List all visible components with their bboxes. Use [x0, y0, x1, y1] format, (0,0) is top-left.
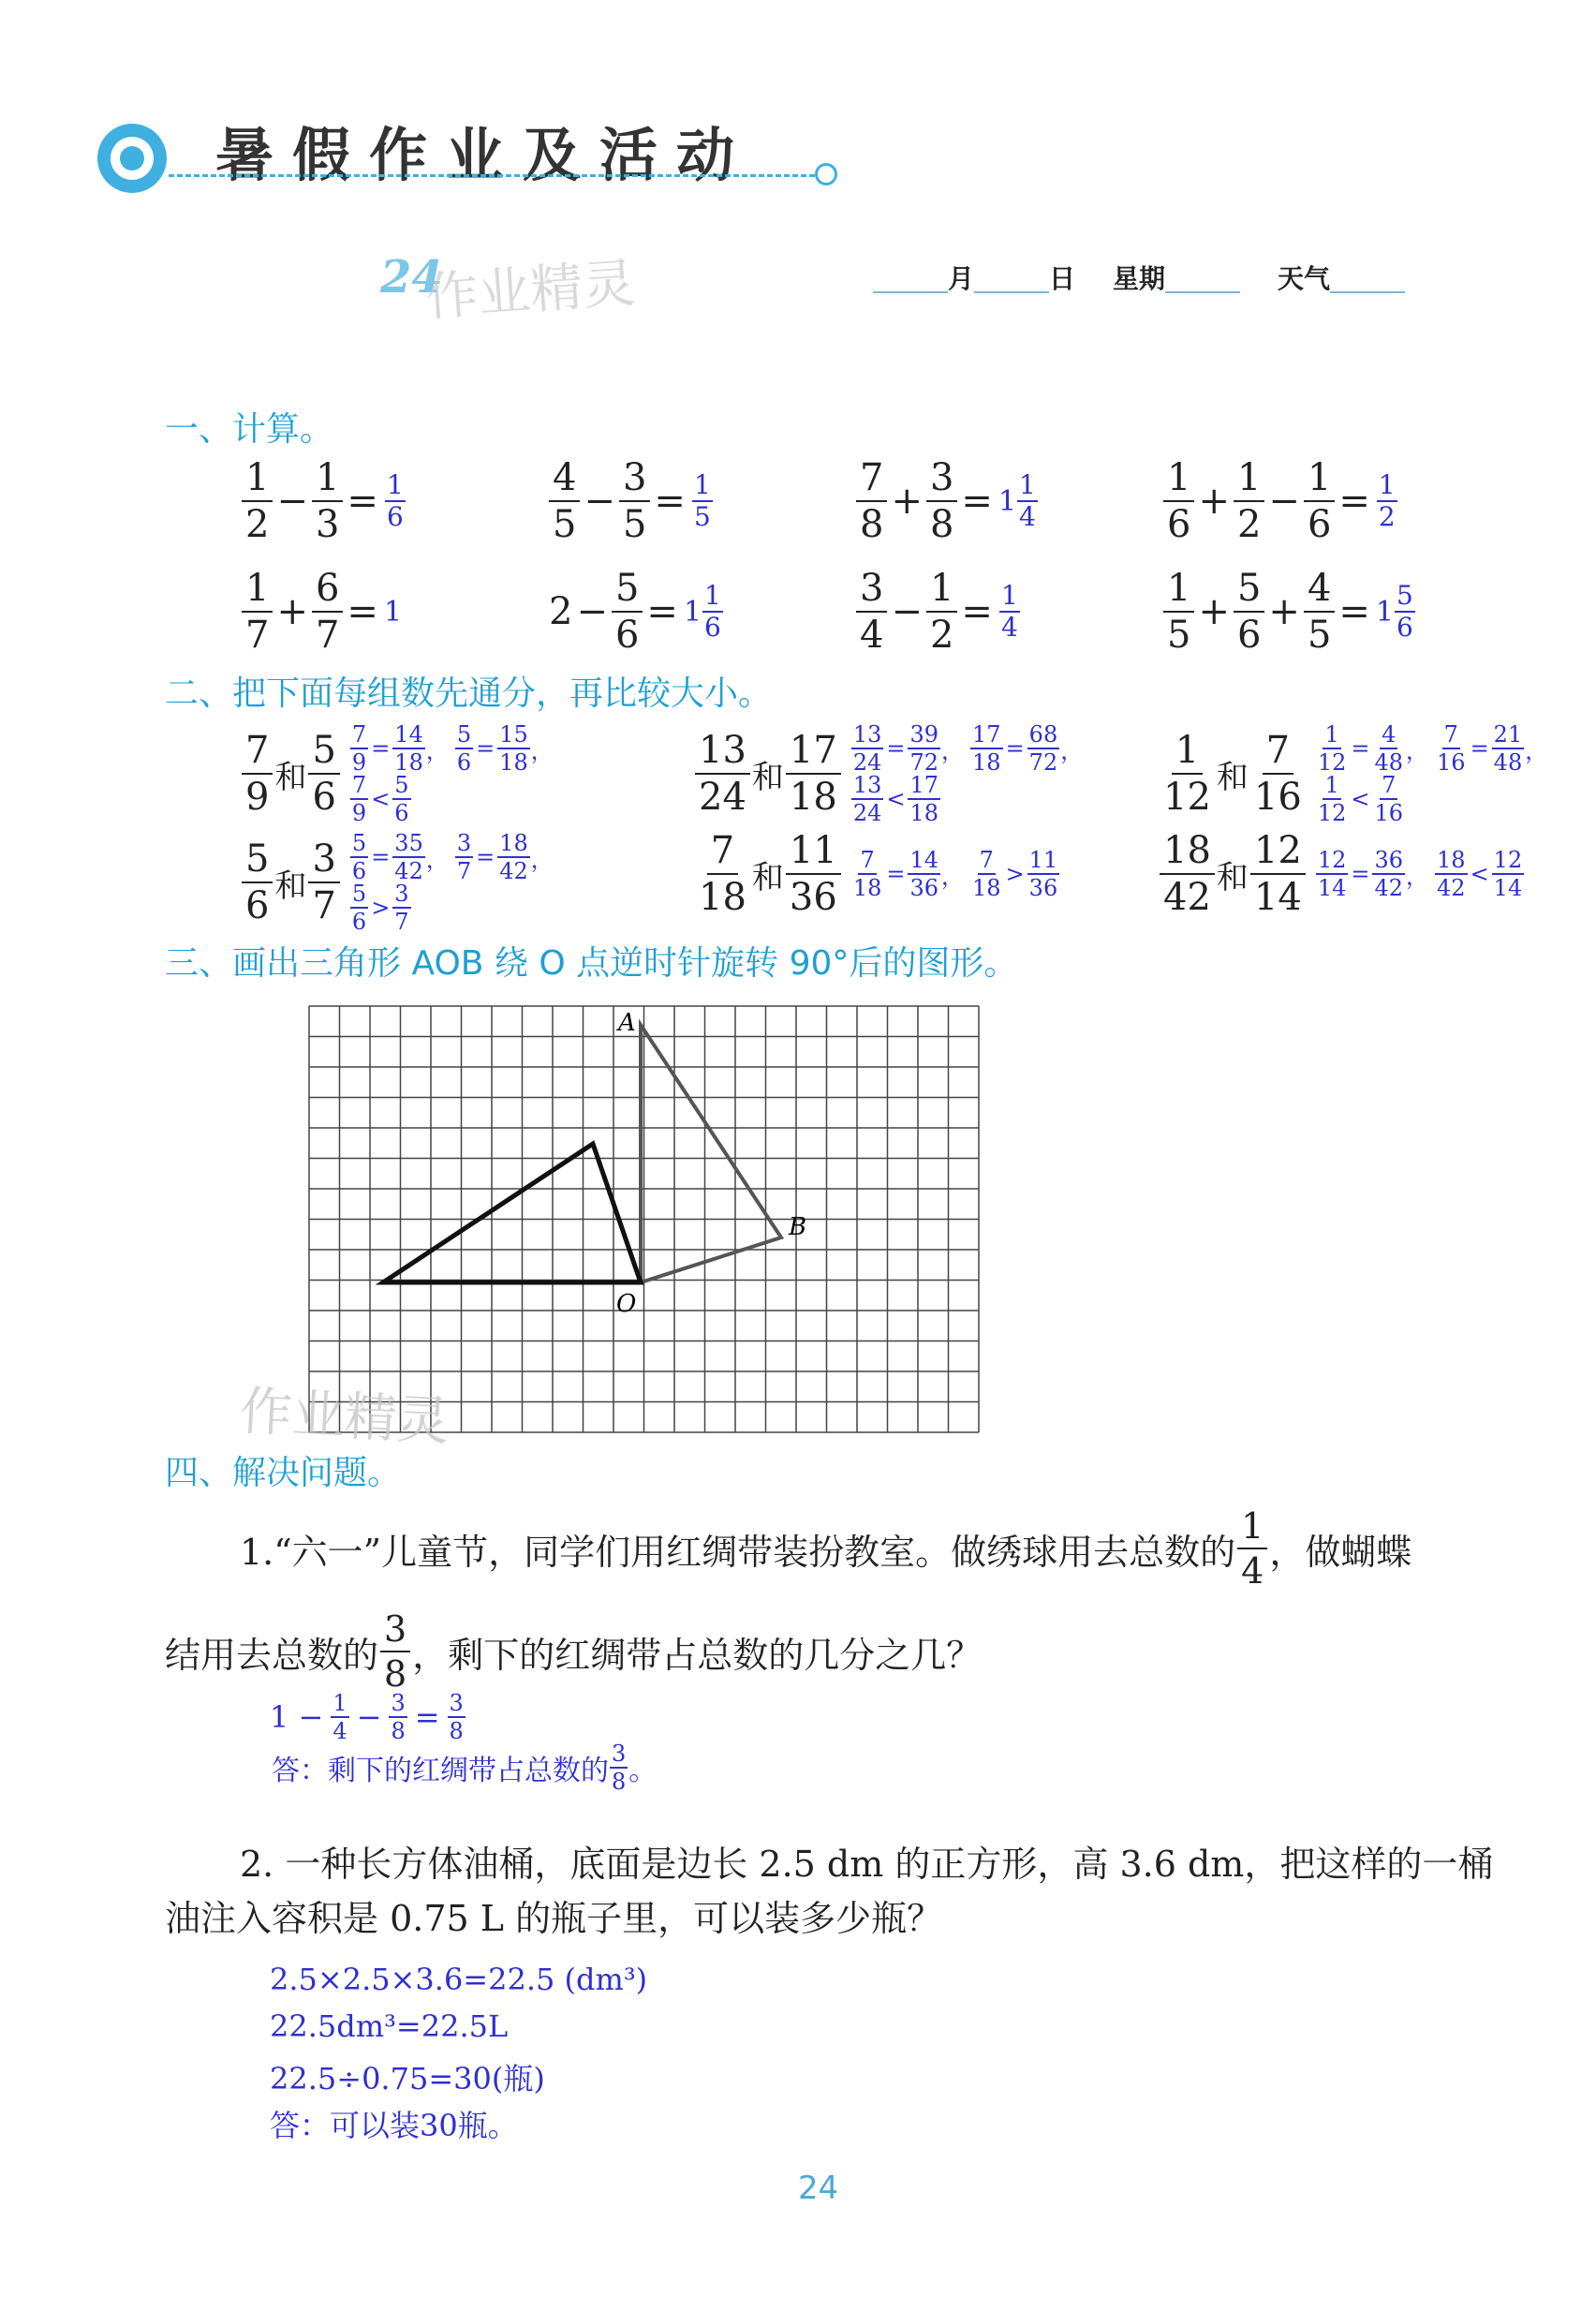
date-weather-label: 天气 [1278, 263, 1331, 294]
fraction: $\frac{4}{48}$ [1374, 721, 1404, 776]
math-symbol: = [1338, 480, 1370, 523]
he-word: 和 [274, 867, 307, 905]
math-symbol: = [371, 844, 391, 870]
math-symbol: = [371, 735, 391, 762]
calc-answer: 1 1 6 [683, 580, 721, 643]
fraction: 7 18 [972, 847, 1001, 901]
answer-fraction: 1 4 [1019, 469, 1036, 532]
fraction: $\frac{7}{8}$ [856, 459, 887, 543]
math-symbol: + [1198, 480, 1230, 523]
compare-group-4 [240, 832, 612, 933]
math-symbol: + [1268, 590, 1300, 633]
compare-group-2 [693, 723, 1113, 824]
q2-work-4: 答：可以装30瓶。 [270, 2108, 518, 2143]
q2-work-2: 22.5dm³=22.5L [270, 2008, 509, 2044]
he-word: 和 [1216, 858, 1249, 896]
answer-fraction: 1 2 [1378, 469, 1396, 532]
q2-line2: 油注入容积是 0.75 L 的瓶子里，可以装多少瓶？ [165, 1898, 943, 1939]
watermark-bottom: 作业精灵 [238, 1381, 451, 1453]
q1-work: 1 − $\frac{1}{4}$ − $\frac{3}{8}$ = $\frac{3}{8}$ [270, 1690, 464, 1744]
math-symbol: − [1268, 480, 1300, 523]
group-fraction-a: $\frac{13}{24}$ [695, 732, 750, 816]
he-word: 和 [751, 758, 784, 796]
watermark-top: 作业精灵 [423, 253, 638, 329]
header-line-end-circle [815, 163, 837, 185]
q1-answer: 答：剩下的红绸带占总数的 3 8 。 [272, 1741, 658, 1795]
section1-title: 一、计算。 [165, 410, 334, 449]
math-symbol: = [347, 590, 378, 633]
group-work: $\frac{7}{9}$ = $\frac{14}{18}$ ， $\frac{5}{6}$ = $\frac{15}{18}$ ， 7 9 < 5 6 [351, 721, 554, 826]
group-fraction-b: $\frac{3}{7}$ [308, 840, 339, 925]
triangle-rotated [383, 1144, 641, 1282]
math-symbol: > [1005, 861, 1025, 887]
math-symbol: = [476, 735, 495, 762]
q1-frac2: $\frac{3}{8}$ [380, 1611, 410, 1692]
answer-fraction: 1 6 [704, 580, 721, 643]
compare-group-6 [1158, 829, 1530, 919]
answer-fraction: 1 5 [693, 469, 711, 532]
fraction: $\frac{4}{5}$ [549, 459, 580, 543]
math-symbol: < [371, 786, 391, 812]
fraction: $\frac{1}{6}$ [1304, 459, 1335, 543]
group-work: $\frac{12}{14}$ = $\frac{36}{42}$ ， 18 42 < 12 14 [1317, 847, 1523, 901]
calc-problem-2 [547, 456, 714, 546]
calc-problem-8 [1161, 567, 1416, 657]
calc-answer [998, 580, 1021, 643]
math-symbol: − [891, 590, 923, 633]
math-symbol: = [886, 735, 906, 762]
fraction: $\frac{1}{7}$ [242, 570, 273, 654]
math-symbol: − [276, 480, 308, 523]
he-word: 和 [274, 758, 307, 796]
math-symbol: = [1338, 590, 1370, 633]
date-month-label: 月 [948, 263, 975, 294]
group-fraction-a: $\frac{18}{42}$ [1160, 832, 1215, 916]
fraction: $\frac{7}{18}$ [852, 847, 882, 901]
header-title: 暑假作业及活动 [215, 121, 754, 189]
section4-title: 四、解决问题。 [165, 1454, 402, 1492]
fraction: 12 14 [1493, 847, 1523, 901]
group-work: $\frac{7}{18}$ = $\frac{14}{36}$ ， 7 18 > 11 36 [852, 847, 1058, 901]
calc-problem-7 [854, 567, 1021, 657]
calc-answer: 1 5 6 [1375, 580, 1413, 643]
calc-answer: 1 1 4 [998, 469, 1036, 532]
math-symbol: = [654, 480, 686, 523]
answer-fraction: 1 6 [386, 469, 404, 532]
calc-answer [691, 469, 714, 532]
fraction: $\frac{1}{6}$ [1163, 459, 1194, 543]
q1-frac1: $\frac{1}{4}$ [1237, 1508, 1267, 1589]
math-symbol: = [1351, 735, 1370, 762]
calc-problem-3 [854, 456, 1039, 546]
q1-line2: 结用去总数的 $\frac{3}{8}$ ，剩下的红绸带占总数的几分之几？ [165, 1608, 983, 1695]
fraction: $\frac{14}{36}$ [909, 847, 939, 901]
rotation-grid [300, 997, 1358, 1437]
math-symbol: < [1351, 786, 1370, 812]
fraction: $\frac{5}{6}$ [612, 570, 643, 654]
fraction: $\frac{5}{6}$ [456, 721, 472, 776]
math-symbol: 2 [549, 590, 573, 633]
fraction: $\frac{1}{2}$ [242, 459, 273, 543]
fraction: 17 18 [909, 772, 939, 826]
calc-answer: 1 [383, 595, 403, 629]
fraction: 3 7 [394, 881, 409, 935]
fraction: $\frac{3}{8}$ [926, 459, 957, 543]
he-word: 和 [1216, 758, 1249, 796]
math-symbol: − [584, 480, 615, 523]
group-fraction-b: $\frac{7}{16}$ [1253, 729, 1302, 819]
fraction: $\frac{68}{72}$ [1028, 721, 1058, 776]
date-weekday-label: 星期 [1113, 263, 1166, 294]
group-fraction-b: $\frac{11}{36}$ [786, 832, 841, 916]
calc-answer [384, 469, 406, 532]
math-symbol: > [371, 895, 391, 921]
fraction: $\frac{6}{7}$ [312, 570, 343, 654]
math-symbol: + [891, 480, 923, 523]
fraction: $\frac{1}{2}$ [1234, 459, 1264, 543]
q1-line1: 1.“六一”儿童节，同学们用红绸带装扮教室。做绣球用去总数的 $\frac{1}{4}$ ，做蝴蝶 [240, 1505, 1412, 1592]
fraction: $\frac{3}{5}$ [619, 459, 650, 543]
math-symbol: = [886, 861, 906, 887]
group-fraction-a: $\frac{7}{9}$ [242, 732, 273, 816]
compare-group-3 [1158, 723, 1577, 824]
fraction: 7 9 [351, 772, 367, 826]
triangle-original [641, 1025, 781, 1282]
day-number: 24 [380, 251, 443, 304]
fraction: $\frac{1}{3}$ [312, 459, 343, 543]
math-symbol: = [476, 844, 495, 870]
date-line [873, 259, 1405, 296]
group-fraction-a: $\frac{5}{6}$ [242, 840, 273, 925]
q2-line1: 2. 一种长方体油桶，底面是边长 2.5 dm 的正方形，高 3.6 dm，把这样的一桶 [240, 1844, 1494, 1885]
date-day-label: 日 [1049, 263, 1076, 294]
fraction: $\frac{4}{5}$ [1304, 570, 1335, 654]
group-fraction-a: $\frac{1}{12}$ [1163, 729, 1211, 819]
fraction: $\frac{5}{6}$ [1234, 570, 1264, 654]
fraction: $\frac{39}{72}$ [909, 721, 939, 776]
section2-title: 二、把下面每组数先通分，再比较大小。 [165, 674, 773, 713]
calc-problem-1 [240, 456, 406, 546]
label-A: A [618, 1009, 636, 1037]
fraction: $\frac{15}{18}$ [499, 721, 528, 776]
math-symbol: + [1198, 590, 1230, 633]
fraction: $\frac{1}{12}$ [1317, 721, 1347, 776]
fraction: 5 6 [394, 772, 409, 826]
calc-problem-5 [240, 567, 403, 657]
label-O: O [616, 1290, 637, 1318]
fraction: $\frac{1}{5}$ [1163, 570, 1194, 654]
fraction: 13 24 [852, 772, 882, 826]
he-word: 和 [751, 858, 784, 896]
group-work: $\frac{13}{24}$ = $\frac{39}{72}$ ， $\frac{17}{18}$ = $\frac{68}{72}$ ， 13 24 < 17 18 [852, 721, 1084, 826]
fraction: 18 42 [1437, 847, 1466, 901]
page-number: 24 [798, 2170, 839, 2207]
fraction: 7 16 [1374, 772, 1404, 826]
fraction: $\frac{1}{2}$ [926, 570, 957, 654]
q2-work-3: 22.5÷0.75=30(瓶) [270, 2061, 545, 2096]
math-symbol: + [276, 590, 308, 633]
fraction: 11 36 [1028, 847, 1058, 901]
math-symbol: < [886, 786, 906, 812]
fraction: $\frac{3}{4}$ [856, 570, 887, 654]
fraction: $\frac{3}{7}$ [456, 830, 472, 884]
fraction: $\frac{17}{18}$ [972, 721, 1001, 776]
group-fraction-b: $\frac{17}{18}$ [786, 732, 841, 816]
math-symbol: = [646, 590, 678, 633]
q2-work-1: 2.5×2.5×3.6=22.5 (dm³) [270, 1962, 648, 1997]
calc-problem-4 [1161, 456, 1398, 546]
math-symbol: − [576, 590, 608, 633]
fraction: $\frac{7}{16}$ [1437, 721, 1466, 776]
answer-fraction: 5 6 [1396, 580, 1413, 643]
group-work: $\frac{1}{12}$ = $\frac{4}{48}$ ， $\frac{7}{16}$ = $\frac{21}{48}$ ， 1 12 < 7 16 [1317, 721, 1548, 826]
fraction: $\frac{13}{24}$ [852, 721, 882, 776]
calc-problem-6 [547, 567, 724, 657]
group-fraction-b: $\frac{5}{6}$ [308, 732, 339, 816]
calc-answer [1376, 469, 1398, 532]
fraction: $\frac{14}{18}$ [394, 721, 423, 776]
fraction: $\frac{12}{14}$ [1317, 847, 1347, 901]
math-symbol: = [961, 480, 993, 523]
answer-fraction: 1 4 [1000, 580, 1018, 643]
section3-title: 三、画出三角形 AOB 绕 O 点逆时针旋转 90°后的图形。 [165, 944, 1018, 983]
fraction: $\frac{18}{42}$ [499, 830, 528, 884]
header-logo-ring [97, 124, 167, 193]
math-symbol: = [1005, 735, 1025, 762]
fraction: $\frac{36}{42}$ [1374, 847, 1404, 901]
math-symbol: = [1470, 735, 1489, 762]
math-symbol: = [1351, 861, 1370, 887]
math-symbol: = [961, 590, 993, 633]
group-fraction-a: $\frac{7}{18}$ [699, 829, 746, 919]
fraction: $\frac{21}{48}$ [1493, 721, 1523, 776]
header-dotted-line [169, 174, 815, 177]
compare-group-5 [693, 829, 1066, 919]
fraction: $\frac{7}{9}$ [351, 721, 367, 776]
math-symbol: < [1470, 861, 1489, 887]
fraction: $\frac{35}{42}$ [394, 830, 423, 884]
group-fraction-b: $\frac{12}{14}$ [1250, 832, 1306, 916]
math-symbol: = [347, 480, 378, 523]
fraction: 1 12 [1317, 772, 1347, 826]
compare-group-1 [240, 723, 612, 824]
fraction: $\frac{5}{6}$ [351, 830, 367, 884]
group-work: $\frac{5}{6}$ = $\frac{35}{42}$ ， $\frac{3}{7}$ = $\frac{18}{42}$ ， 5 6 > 3 7 [351, 830, 554, 935]
fraction: 5 6 [351, 881, 367, 935]
label-B: B [789, 1213, 807, 1241]
